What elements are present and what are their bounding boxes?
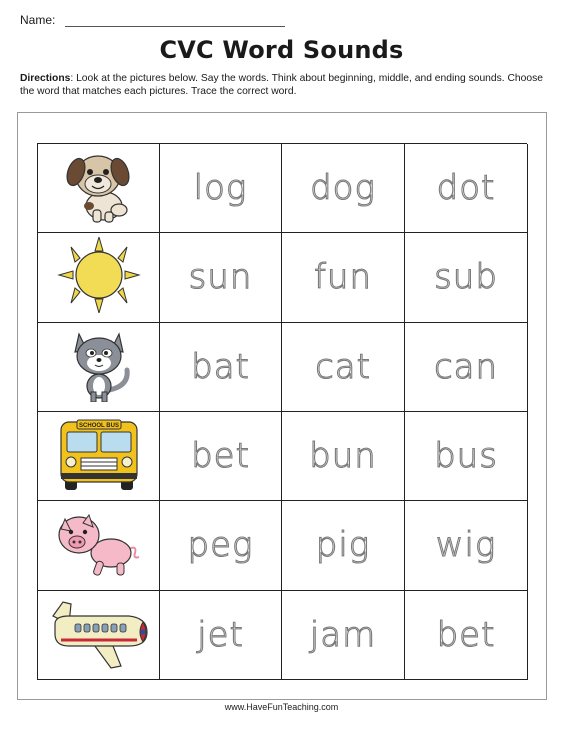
word-choice[interactable] [405, 233, 528, 322]
bus-icon [49, 416, 149, 497]
word-choice[interactable] [405, 591, 528, 680]
word-choice[interactable] [282, 501, 405, 590]
directions [20, 72, 550, 98]
word-choice[interactable] [160, 233, 282, 322]
word-choice[interactable] [160, 412, 282, 501]
trace-word[interactable]: bet [436, 614, 496, 655]
directions-text: : Look at the pictures below. Say the words. Think about beginning, middle, and ending sounds. Choose the word that matches each pictures. Trace the correct word. [20, 73, 543, 97]
trace-word[interactable]: dog [310, 168, 376, 209]
word-choice[interactable] [282, 144, 405, 233]
trace-word[interactable]: jet [197, 614, 244, 655]
word-grid [37, 143, 527, 680]
worksheet-title: CVC Word Sounds [159, 36, 404, 64]
word-choice[interactable] [282, 323, 405, 412]
trace-word[interactable]: fun [313, 257, 373, 298]
word-choice[interactable] [282, 233, 405, 322]
trace-word[interactable]: cat [315, 346, 371, 387]
bus-sign: SCHOOL BUS [78, 422, 119, 429]
picture-cell [38, 233, 160, 322]
trace-word[interactable]: wig [435, 525, 497, 566]
sun-icon [49, 237, 149, 318]
word-choice[interactable] [160, 501, 282, 590]
trace-word[interactable]: sub [434, 257, 498, 298]
word-choice[interactable] [405, 323, 528, 412]
word-choice[interactable] [405, 412, 528, 501]
trace-word[interactable]: bun [309, 436, 377, 477]
trace-word[interactable]: pig [315, 525, 371, 566]
trace-word[interactable]: peg [187, 525, 254, 566]
trace-word[interactable]: bet [191, 436, 250, 477]
word-choice[interactable] [405, 144, 528, 233]
directions-label: Directions [20, 73, 71, 84]
word-choice[interactable] [160, 144, 282, 233]
trace-word[interactable]: can [433, 346, 499, 387]
trace-word[interactable]: jam [309, 614, 377, 655]
trace-word[interactable]: log [193, 168, 248, 209]
name-line[interactable] [65, 14, 285, 27]
word-choice[interactable] [405, 501, 528, 590]
trace-word[interactable]: bus [434, 436, 498, 477]
trace-word[interactable]: dot [436, 168, 496, 209]
pig-icon [49, 505, 149, 586]
name-label: Name: [20, 13, 56, 27]
dog-icon [49, 148, 149, 229]
word-choice[interactable] [282, 591, 405, 680]
footer-url: www.HaveFunTeaching.com [224, 702, 339, 712]
word-choice[interactable] [282, 412, 405, 501]
picture-cell [38, 501, 160, 590]
picture-cell [38, 144, 160, 233]
trace-word[interactable]: bat [191, 346, 250, 387]
picture-cell [38, 412, 160, 501]
cat-icon [49, 326, 149, 407]
trace-word[interactable]: sun [188, 257, 253, 298]
word-choice[interactable] [160, 323, 282, 412]
name-field [20, 13, 285, 27]
picture-cell [38, 591, 160, 680]
airplane-icon [49, 594, 149, 675]
word-choice[interactable] [160, 591, 282, 680]
picture-cell [38, 323, 160, 412]
